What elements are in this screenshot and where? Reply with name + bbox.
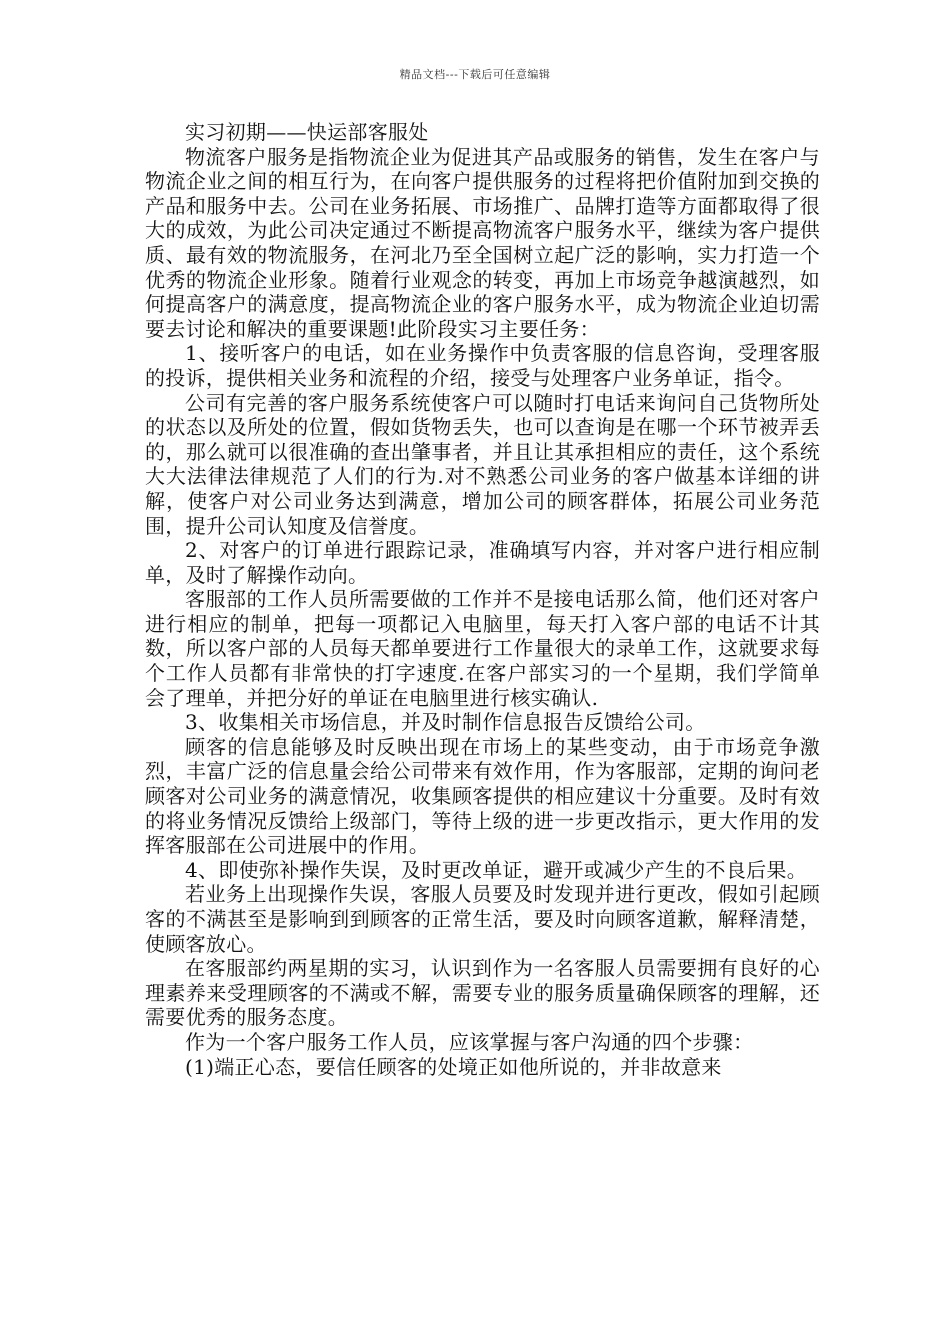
paragraph: 客服部的工作人员所需要做的工作并不是接电话那么简，他们还对客户进行相应的制单，把每一项都记入电脑里，每天打入客户部的电话不计其数，所以客户部的人员每天都单要进行工作量很大的录单工作，这就要求每个工作人员都有非常快的打字速度.在客户部实习的一个星期，我们学简单会了理单，并把分好的单证在电脑里进行核实确认. [145, 587, 820, 710]
section-heading: 实习初期——快运部客服处 [185, 120, 429, 144]
paragraph: 若业务上出现操作失误，客服人员要及时发现并进行更改，假如引起顾客的不满甚至是影响到到顾客的正常生活，要及时向顾客道歉，解释清楚，使顾客放心。 [145, 882, 820, 956]
paragraph: 作为一个客户服务工作人员，应该掌握与客户沟通的四个步骤： [185, 1029, 754, 1054]
paragraph: 1、接听客户的电话，如在业务操作中负责客服的信息咨询，受理客服的投诉，提供相关业务和流程的介绍，接受与处理客户业务单证，指令。 [145, 341, 820, 390]
page-header: 精品文档---下载后可任意编辑 [399, 68, 551, 81]
paragraph: 3、收集相关市场信息，并及时制作信息报告反馈给公司。 [185, 710, 706, 735]
document-body [145, 120, 820, 1079]
paragraph: 2、对客户的订单进行跟踪记录，准确填写内容，并对客户进行相应制单，及时了解操作动向。 [145, 538, 820, 587]
paragraph: 4、即使弥补操作失误，及时更改单证，避开或减少产生的不良后果。 [185, 857, 808, 882]
paragraph: 物流客户服务是指物流企业为促进其产品或服务的销售，发生在客户与物流企业之间的相互行为，在向客户提供服务的过程将把价值附加到交换的产品和服务中去。公司在业务拓展、市场推广、品牌打造等方面都取得了很大的成效，为此公司决定通过不断提高物流客户服务水平，继续为客户提供质、最有效的物流服务，在河北乃至全国树立起广泛的影响，实力打造一个优秀的物流企业形象。随着行业观念的转变，再加上市场竞争越演越烈，如何提高客户的满意度，提高物流企业的客户服务水平，成为物流企业迫切需要去讨论和解决的重要课题!此阶段实习主要任务： [145, 144, 820, 341]
paragraph: (1)端正心态，要信任顾客的处境正如他所说的，并非故意来 [185, 1054, 722, 1079]
paragraph: 公司有完善的客户服务系统使客户可以随时打电话来询问自己货物所处的状态以及所处的位置，假如货物丢失，也可以查询是在哪一个环节被弄丢的，那么就可以很准确的查出肇事者，并且让其承担相应的责任，这个系统大大法律法律规范了人们的行为.对不熟悉公司业务的客户做基本详细的讲解，使客户对公司业务达到满意，增加公司的顾客群体，拓展公司业务范围，提升公司认知度及信誉度。 [145, 390, 820, 538]
paragraph: 顾客的信息能够及时反映出现在市场上的某些变动，由于市场竞争激烈，丰富广泛的信息量会给公司带来有效作用，作为客服部，定期的询问老顾客对公司业务的满意情况，收集顾客提供的相应建议十分重要。及时有效的将业务情况反馈给上级部门，等待上级的进一步更改指示，更大作用的发挥客服部在公司进展中的作用。 [145, 734, 820, 858]
paragraph: 在客服部约两星期的实习，认识到作为一名客服人员需要拥有良好的心理素养来受理顾客的不满或不解，需要专业的服务质量确保顾客的理解，还需要优秀的服务态度。 [145, 956, 820, 1030]
